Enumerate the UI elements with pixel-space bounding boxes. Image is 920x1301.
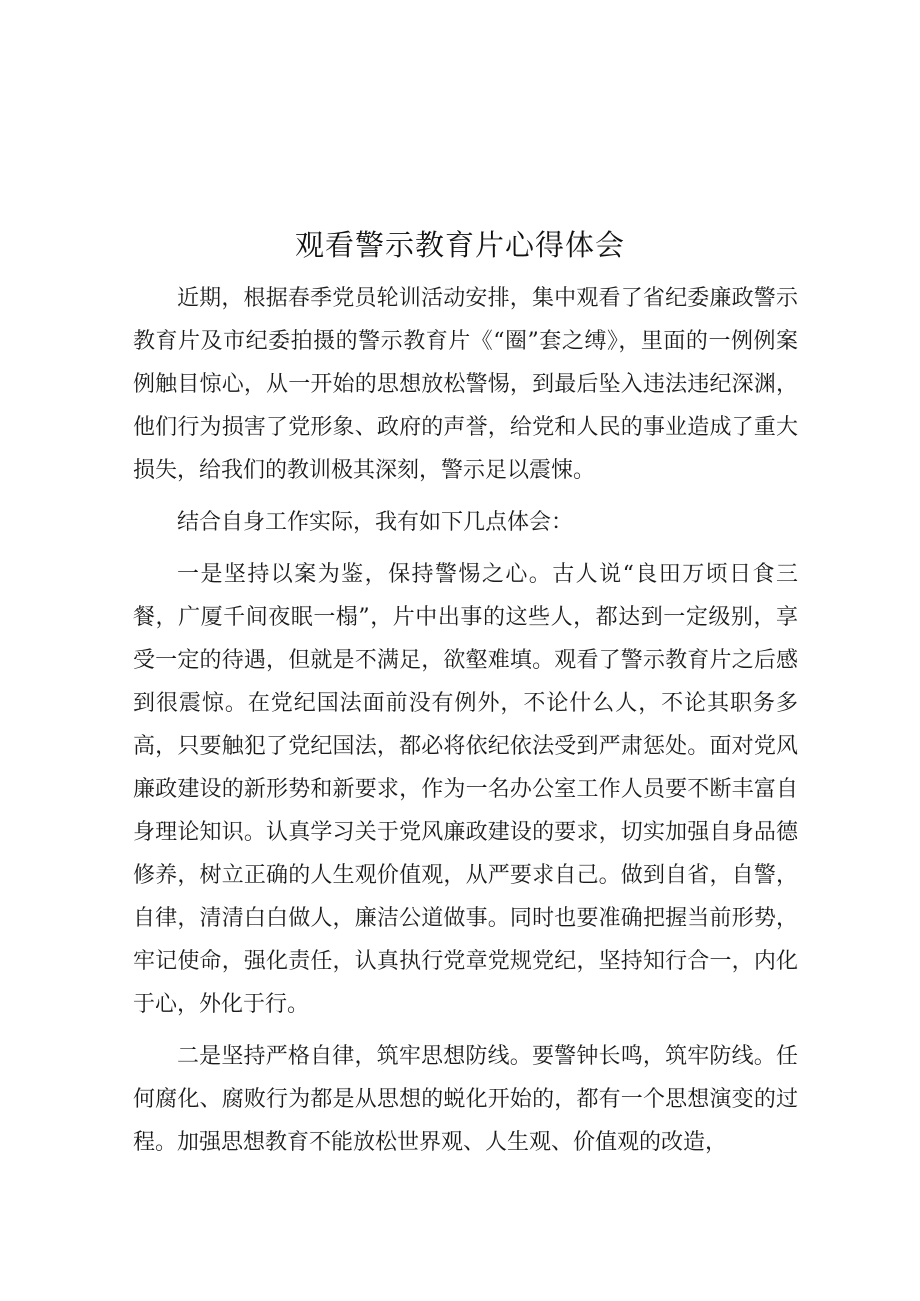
document-body — [133, 277, 798, 1164]
document-title: 观看警示教育片心得体会 — [294, 228, 625, 262]
paragraph-summary: 结合自身工作实际，我有如下几点体会： — [177, 510, 574, 535]
paragraph-point-two: 二是坚持严格自律，筑牢思想防线。要警钟长鸣，筑牢防线。任何腐化、腐败行为都是从思想的蜕化开始的，都有一个思想演变的过程。加强思想教育不能放松世界观、人生观、价值观的改造， — [133, 1044, 798, 1155]
paragraph-point-one: 一是坚持以案为鉴，保持警惕之心。古人说“良田万顷日食三餐，广厦千间夜眠一榻”，片中出事的这些人，都达到一定级别，享受一定的待遇，但就是不满足，欲壑难填。观看了警示教育片之后感到很震惊。在党纪国法面前没有例外，不论什么人，不论其职务多高，只要触犯了党纪国法，都必将依纪依法受到严肃惩处。面对党风廉政建设的新形势和新要求，作为一名办公室工作人员要不断丰富自身理论知识。认真学习关于党风廉政建设的要求，切实加强自身品德修养，树立正确的人生观价值观，从严要求自己。做到自省，自警，自律，清清白白做人，廉洁公道做事。同时也要准确把握当前形势，牢记使命，强化责任，认真执行党章党规党纪，坚持知行合一，内化于心，外化于行。 — [133, 562, 798, 1017]
paragraph-intro: 近期，根据春季党员轮训活动安排，集中观看了省纪委廉政警示教育片及市纪委拍摄的警示教育片《“圈”套之缚》，里面的一例例案例触目惊心，从一开始的思想放松警惕，到最后坠入违法违纪深渊，他们行为损害了党形象、政府的声誉，给党和人民的事业造成了重大损失，给我们的教训极其深刻，警示足以震悚。 — [133, 286, 798, 483]
